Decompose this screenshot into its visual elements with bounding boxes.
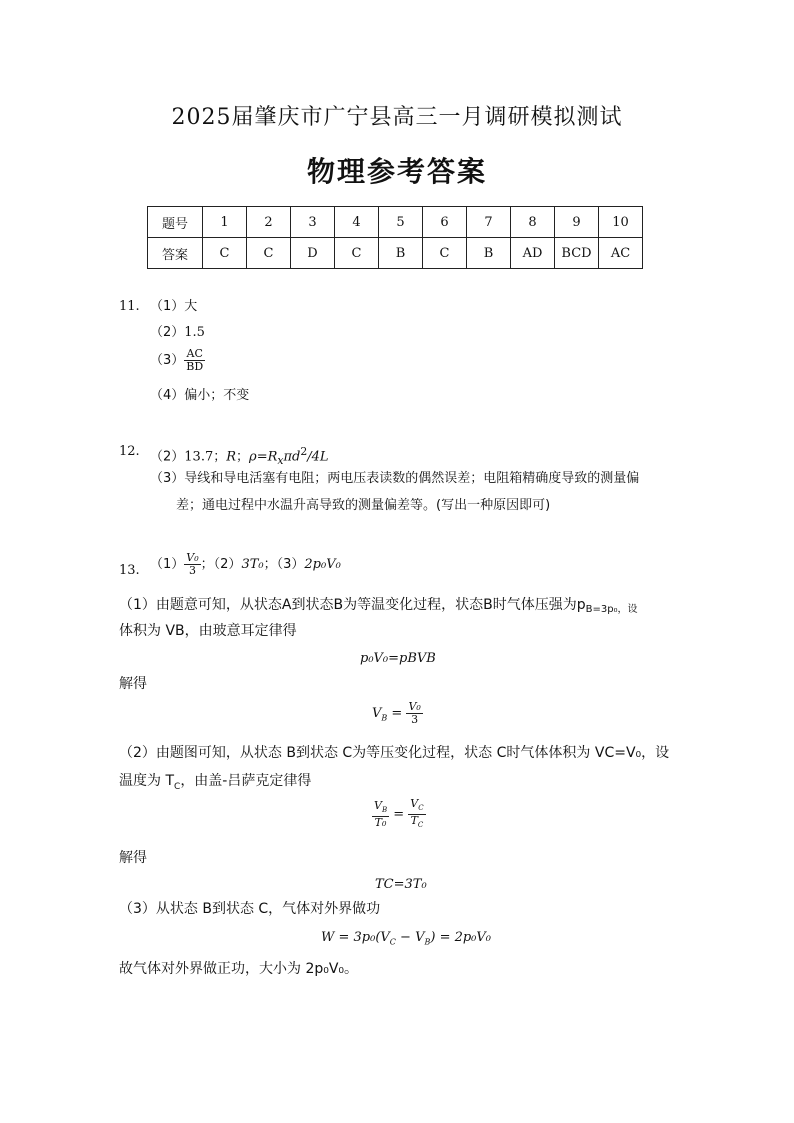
table-header-answer: 答案 bbox=[148, 238, 203, 269]
eq-equals: = bbox=[387, 706, 407, 721]
q13-solution1-line2: 体积为 VB，由玻意耳定律得 bbox=[119, 623, 297, 639]
eq-work-sub1: C bbox=[389, 937, 396, 947]
page-title: 2025届肇庆市广宁县高三一月调研模拟测试 bbox=[171, 105, 623, 130]
eq-work-tail: ) = 2p₀V₀ bbox=[430, 930, 491, 945]
q13-s1-text: （1）由题意可知，从状态A到状态B为等温变化过程，状态B时气体压强为p bbox=[119, 597, 586, 613]
q13-a2-answer: 3T₀ bbox=[241, 557, 264, 572]
q13-solution2-line1: （2）由题图可知，从状态 B到状态 C为等压变化过程，状态 C时气体体积为 VC=V₀，设 bbox=[119, 745, 670, 761]
table-cell: AD bbox=[511, 238, 555, 269]
q11-part4-label: （4） bbox=[150, 388, 185, 403]
fraction-denominator: 3 bbox=[411, 713, 419, 726]
q13-s2-sub: C bbox=[174, 781, 181, 792]
q12-part2-value: 13.7； bbox=[184, 449, 227, 465]
q13-jiede-1: 解得 bbox=[119, 676, 147, 692]
q12-part3-text1: 导线和导电活塞有电阻；两电压表读数的偶然误差；电阻箱精确度导致的测量偏 bbox=[184, 471, 640, 486]
table-cell: 6 bbox=[423, 207, 467, 238]
q13-conclusion: 故气体对外界做正功，大小为 2p₀V₀。 bbox=[119, 961, 359, 977]
q11-part2 bbox=[150, 324, 205, 342]
q12-part2-formula: ρ=R bbox=[249, 449, 278, 465]
q13-solution2-line2 bbox=[119, 770, 311, 798]
q13-separator: ； bbox=[263, 557, 277, 572]
q11-part1 bbox=[150, 298, 197, 316]
answer-table bbox=[147, 206, 643, 269]
q13-equation-boyle: p₀V₀=pBVB bbox=[360, 651, 436, 666]
fraction-denominator: BD bbox=[186, 360, 204, 373]
eq-fraction bbox=[406, 701, 422, 726]
table-cell: 5 bbox=[379, 207, 423, 238]
fraction-denominator: T₀ bbox=[374, 816, 387, 830]
table-cell: C bbox=[335, 238, 379, 269]
q12-part3-label: （3） bbox=[150, 471, 185, 486]
table-header-number: 题号 bbox=[148, 207, 203, 238]
eq-work-sub2: B bbox=[424, 937, 431, 947]
eq-work-a: W = 3p₀(V bbox=[321, 930, 390, 945]
eq-right-fraction bbox=[408, 798, 425, 831]
q13-s2-text: 温度为 T bbox=[119, 773, 175, 789]
fraction-denominator bbox=[408, 815, 425, 831]
q11-part4-answer: 偏小；不变 bbox=[184, 388, 250, 403]
q13-equation-tc: TC=3T₀ bbox=[375, 877, 427, 892]
table-cell: D bbox=[291, 238, 335, 269]
q12-part2-formula-b: πd bbox=[283, 449, 301, 465]
table-cell: 2 bbox=[247, 207, 291, 238]
q12-part2-r: R bbox=[226, 449, 237, 465]
q13-s2-tail: ，由盖-吕萨克定律得 bbox=[180, 773, 312, 789]
q11-part2-answer: 1.5 bbox=[184, 325, 205, 340]
table-cell: 7 bbox=[467, 207, 511, 238]
q13-solution1-line1 bbox=[119, 594, 638, 621]
q11-part3 bbox=[150, 348, 205, 373]
fraction-numerator bbox=[408, 798, 425, 815]
q13-equation-work bbox=[321, 930, 491, 947]
eq-r-den-sub: C bbox=[417, 821, 424, 830]
answer-table-number-row bbox=[148, 207, 643, 238]
table-cell: AC bbox=[599, 238, 643, 269]
q11-number: 11. bbox=[119, 299, 140, 314]
q13-separator: ； bbox=[200, 557, 214, 572]
fraction-denominator: 3 bbox=[188, 564, 196, 577]
q12-part3-line2: 差；通电过程中水温升高导致的测量偏差等。(写出一种原因即可) bbox=[176, 498, 551, 513]
q13-s1-pb-tail: B=3p₀，设 bbox=[585, 604, 638, 615]
eq-r-num: V bbox=[410, 797, 419, 810]
eq-l-num: V bbox=[374, 799, 382, 813]
q13-a1-fraction bbox=[184, 552, 200, 577]
q11-part3-label: （3） bbox=[150, 353, 185, 368]
q11-part4 bbox=[150, 387, 249, 405]
q12-part2-formula-c: /4L bbox=[307, 449, 329, 465]
fraction-numerator: AC bbox=[184, 348, 205, 361]
q13-a1-label: （1） bbox=[150, 557, 185, 572]
q11-part1-label: （1） bbox=[150, 299, 185, 314]
table-cell: BCD bbox=[555, 238, 599, 269]
q13-number: 13. bbox=[119, 563, 140, 578]
fraction-numerator bbox=[372, 800, 389, 817]
q12-number: 12. bbox=[119, 444, 140, 459]
q12-part2-sub: x bbox=[277, 453, 284, 467]
answer-table-answer-row bbox=[148, 238, 643, 269]
q13-jiede-2: 解得 bbox=[119, 850, 147, 866]
eq-r-num-sub: C bbox=[418, 804, 424, 813]
table-cell: 1 bbox=[203, 207, 247, 238]
eq-lhs-sub: B bbox=[381, 713, 388, 723]
q13-answers bbox=[150, 552, 341, 577]
q13-a3-answer: 2p₀V₀ bbox=[304, 557, 341, 572]
eq-r-den: T bbox=[410, 814, 418, 828]
table-cell: 8 bbox=[511, 207, 555, 238]
fraction-numerator: V₀ bbox=[408, 700, 421, 713]
eq-lhs: V bbox=[372, 706, 382, 721]
table-cell: 10 bbox=[599, 207, 643, 238]
table-cell: C bbox=[203, 238, 247, 269]
table-cell: 4 bbox=[335, 207, 379, 238]
q12-part3-line1 bbox=[150, 470, 639, 488]
q11-part2-label: （2） bbox=[150, 325, 185, 340]
q12-part2-sep: ； bbox=[236, 449, 250, 465]
table-cell: B bbox=[467, 238, 511, 269]
table-cell: 9 bbox=[555, 207, 599, 238]
table-cell: B bbox=[379, 238, 423, 269]
q12-part2-sup: 2 bbox=[300, 445, 308, 458]
q12-part2 bbox=[150, 443, 329, 470]
q11-part1-answer: 大 bbox=[184, 299, 198, 314]
eq-l-num-sub: B bbox=[381, 806, 388, 815]
q12-part2-label: （2） bbox=[150, 449, 185, 465]
q13-solution3-line1: （3）从状态 B到状态 C，气体对外界做功 bbox=[119, 901, 381, 917]
q13-equation-vb bbox=[372, 701, 423, 726]
eq-left-fraction bbox=[372, 800, 389, 829]
fraction-numerator: V₀ bbox=[186, 551, 199, 564]
table-cell: C bbox=[247, 238, 291, 269]
q13-a2-label: （2） bbox=[213, 557, 242, 572]
q13-equation-gay-lussac bbox=[372, 798, 426, 831]
q13-a3-label: （3） bbox=[276, 557, 305, 572]
table-cell: C bbox=[423, 238, 467, 269]
q11-part3-fraction bbox=[184, 348, 205, 373]
eq-equals: = bbox=[389, 807, 409, 823]
table-cell: 3 bbox=[291, 207, 335, 238]
page-subtitle: 物理参考答案 bbox=[306, 155, 487, 188]
eq-work-mid: − V bbox=[395, 930, 425, 945]
